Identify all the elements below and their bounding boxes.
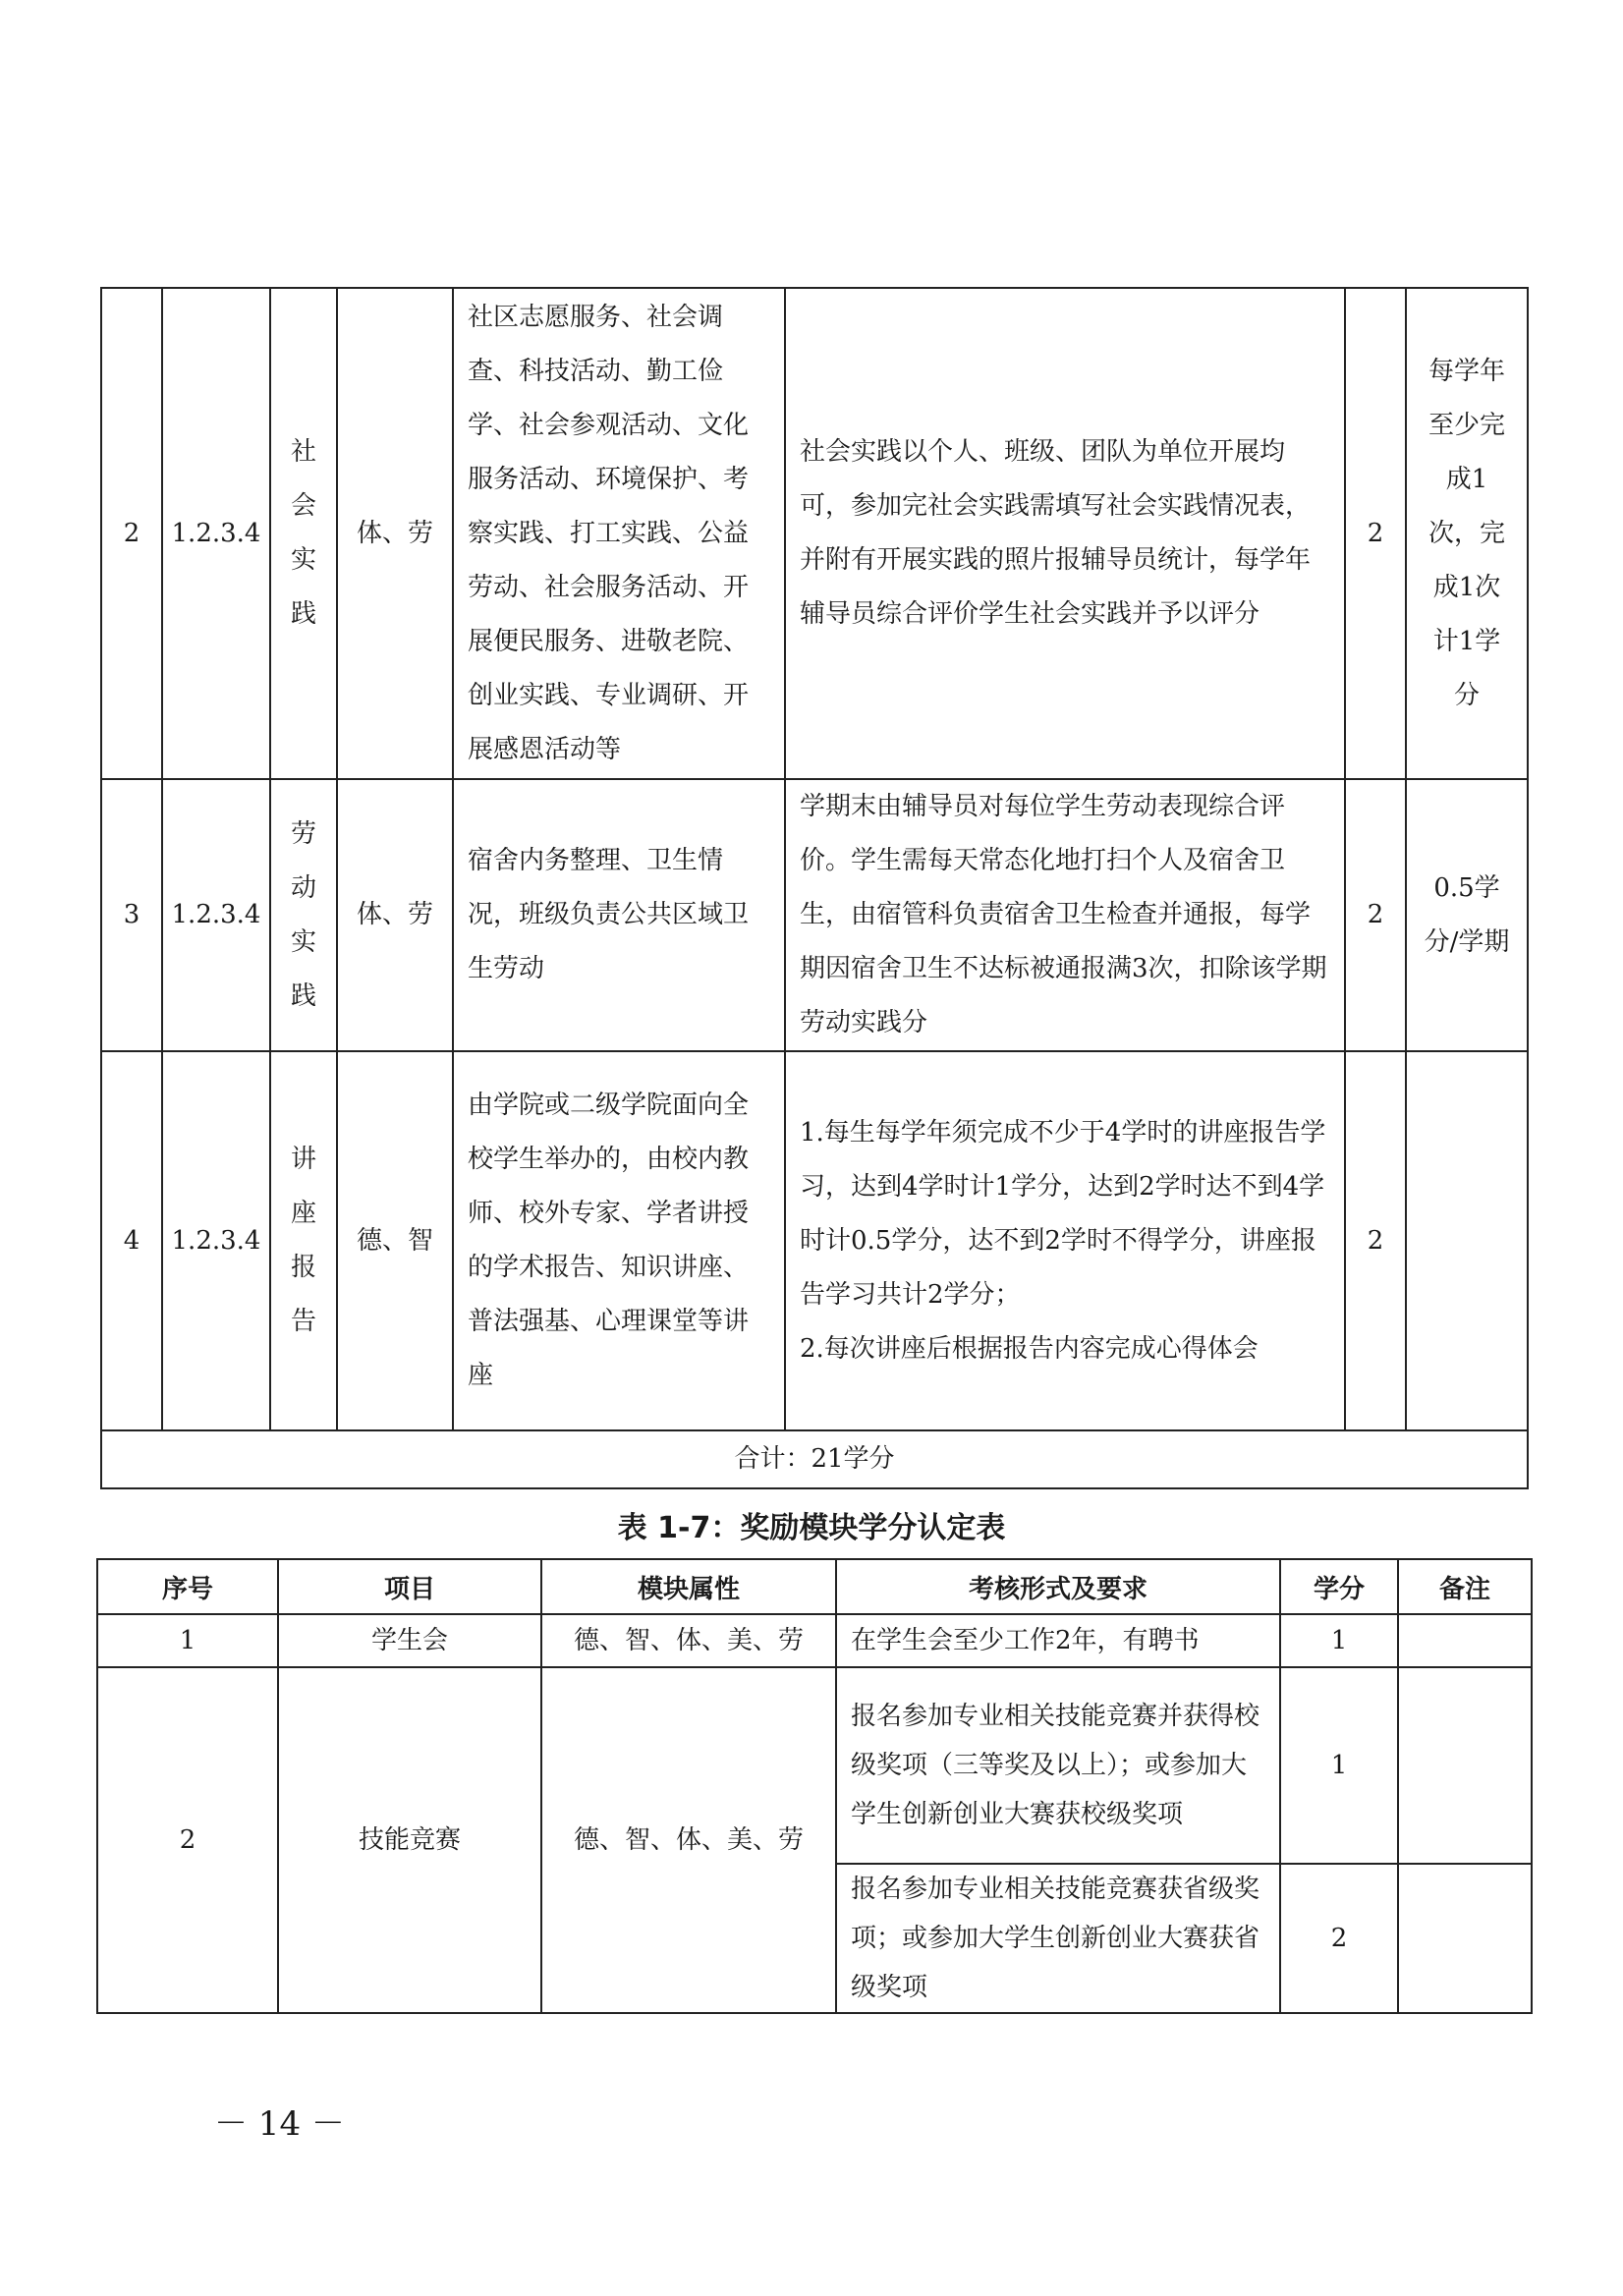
module-attribute: 德、智、体、美、劳 bbox=[541, 1614, 836, 1667]
table-row bbox=[101, 779, 1528, 1051]
item-content: 社区志愿服务、社会调查、科技活动、勤工俭学、社会参观活动、文化服务活动、环境保护、考察实践、打工实践、公益劳动、社会服务活动、开展便民服务、进敬老院、创业实践、专业调研、开展感恩活动等 bbox=[453, 288, 785, 779]
header-attribute: 模块属性 bbox=[541, 1559, 836, 1614]
item-credit: 1 bbox=[1280, 1667, 1398, 1864]
item-note bbox=[1398, 1667, 1532, 1864]
item-credit: 2 bbox=[1345, 288, 1406, 779]
row-index: 1 bbox=[97, 1614, 278, 1667]
module-attribute: 体、劳 bbox=[337, 779, 453, 1051]
table-row bbox=[97, 1614, 1532, 1667]
item-credit: 1 bbox=[1280, 1614, 1398, 1667]
reward-credit-table bbox=[96, 1558, 1533, 2014]
item-name: 劳 动 实 践 bbox=[270, 779, 337, 1051]
item-requirement: 报名参加专业相关技能竞赛获省级奖项；或参加大学生创新创业大赛获省级奖项 bbox=[836, 1864, 1280, 2013]
total-credits: 合计：21学分 bbox=[101, 1430, 1528, 1488]
item-requirement: 学期末由辅导员对每位学生劳动表现综合评价。学生需每天常态化地打扫个人及宿舍卫生，由宿管科负责宿舍卫生检查并通报，每学期因宿舍卫生不达标被通报满3次，扣除该学期劳动实践分 bbox=[785, 779, 1345, 1051]
item-content: 由学院或二级学院面向全校学生举办的，由校内教师、校外专家、学者讲授的学术报告、知识讲座、普法强基、心理课堂等讲座 bbox=[453, 1051, 785, 1430]
module-code: 1.2.3.4 bbox=[162, 288, 270, 779]
row-index: 4 bbox=[101, 1051, 162, 1430]
requirement-line: 1.每生每学年须完成不少于4学时的讲座报告学习，达到4学时计1学分，达到2学时达不到4学时计0.5学分，达不到2学时不得学分，讲座报告学习共计2学分； bbox=[800, 1117, 1326, 1310]
total-row bbox=[101, 1430, 1528, 1488]
table-row bbox=[101, 1051, 1528, 1430]
item-name: 学生会 bbox=[278, 1614, 541, 1667]
item-requirement: 在学生会至少工作2年，有聘书 bbox=[836, 1614, 1280, 1667]
header-item: 项目 bbox=[278, 1559, 541, 1614]
row-index: 2 bbox=[97, 1667, 278, 2013]
item-note bbox=[1406, 1051, 1528, 1430]
item-credit: 2 bbox=[1345, 1051, 1406, 1430]
module-code: 1.2.3.4 bbox=[162, 1051, 270, 1430]
page-number: － 14 － bbox=[214, 2104, 345, 2144]
item-content: 宿舍内务整理、卫生情况，班级负责公共区域卫生劳动 bbox=[453, 779, 785, 1051]
table-caption: 表 1-7：奖励模块学分认定表 bbox=[617, 1511, 1006, 1545]
item-credit: 2 bbox=[1345, 779, 1406, 1051]
module-code: 1.2.3.4 bbox=[162, 779, 270, 1051]
item-note bbox=[1398, 1614, 1532, 1667]
item-note bbox=[1398, 1864, 1532, 2013]
header-index: 序号 bbox=[97, 1559, 278, 1614]
module-attribute: 体、劳 bbox=[337, 288, 453, 779]
row-index: 3 bbox=[101, 779, 162, 1051]
header-requirement: 考核形式及要求 bbox=[836, 1559, 1280, 1614]
item-credit: 2 bbox=[1280, 1864, 1398, 2013]
header-note: 备注 bbox=[1398, 1559, 1532, 1614]
credit-table-continued bbox=[100, 287, 1529, 1489]
module-attribute: 德、智、体、美、劳 bbox=[541, 1667, 836, 2013]
item-name: 社 会 实 践 bbox=[270, 288, 337, 779]
item-requirement: 社会实践以个人、班级、团队为单位开展均可，参加完社会实践需填写社会实践情况表，并附有开展实践的照片报辅导员统计，每学年辅导员综合评价学生社会实践并予以评分 bbox=[785, 288, 1345, 779]
item-note: 0.5学分/学期 bbox=[1406, 779, 1528, 1051]
row-index: 2 bbox=[101, 288, 162, 779]
header-credit: 学分 bbox=[1280, 1559, 1398, 1614]
module-attribute: 德、智 bbox=[337, 1051, 453, 1430]
item-name: 技能竞赛 bbox=[278, 1667, 541, 2013]
item-note: 每学年至少完成1次，完成1次计1学分 bbox=[1406, 288, 1528, 779]
item-requirement bbox=[785, 1051, 1345, 1430]
item-requirement: 报名参加专业相关技能竞赛并获得校级奖项（三等奖及以上）；或参加大学生创新创业大赛获校级奖项 bbox=[836, 1667, 1280, 1864]
requirement-line: 2.每次讲座后根据报告内容完成心得体会 bbox=[800, 1333, 1259, 1364]
table-row bbox=[101, 288, 1528, 779]
table-row bbox=[97, 1667, 1532, 1864]
header-row bbox=[97, 1559, 1532, 1614]
item-name: 讲 座 报 告 bbox=[270, 1051, 337, 1430]
